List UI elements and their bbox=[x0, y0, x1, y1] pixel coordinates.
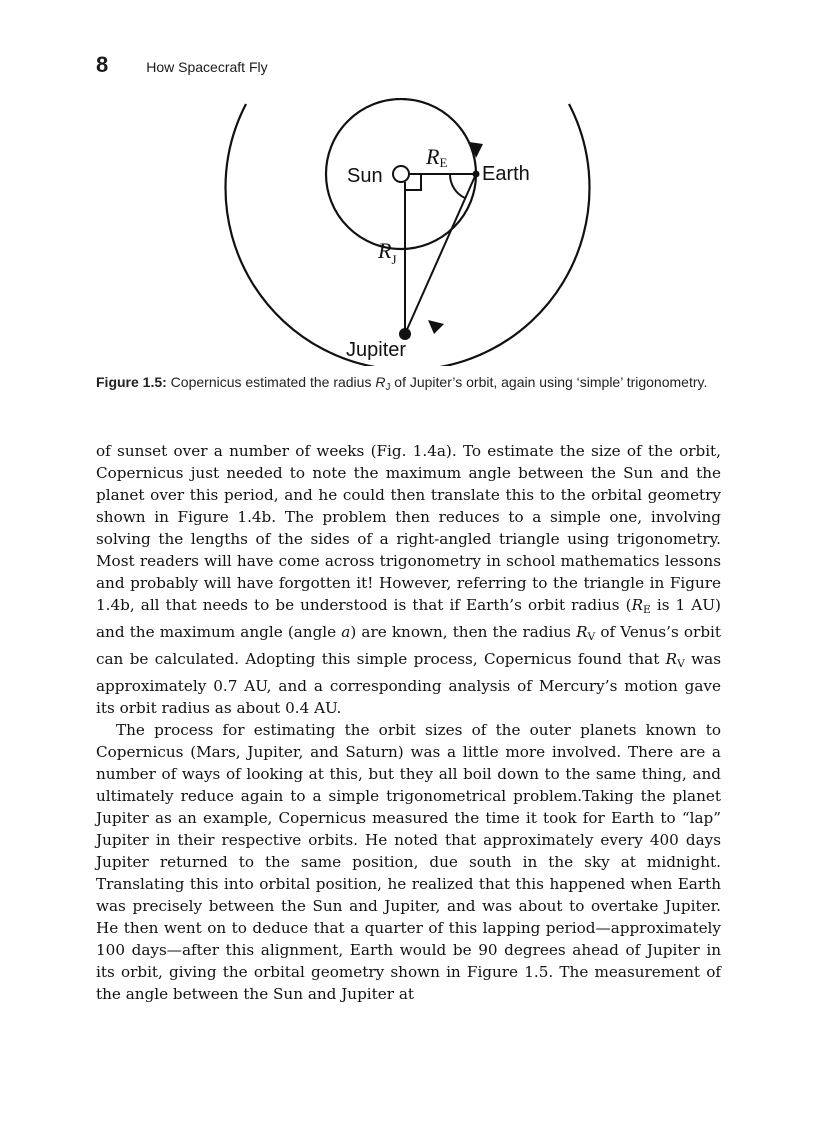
caption-var-sub: J bbox=[385, 382, 391, 393]
paragraph-1 bbox=[96, 440, 721, 719]
jupiter-orbit-arrow bbox=[428, 320, 444, 334]
sun-marker bbox=[393, 166, 409, 182]
running-title: How Spacecraft Fly bbox=[146, 59, 268, 75]
paragraph-2: The process for estimating the orbit sizes of the outer planets known to Copernicus (Mars, Jupiter, and Saturn) was a little more involved. There are a number of ways of looking at this, but they all boil down to the same thing, and ultimately reduce again to a simple trigonometrical problem.Taking the planet Jupiter as an example, Copernicus measured the time it took for Earth to “lap” Jupiter in their respective orbits. He noted that approximately every 400 days Jupiter returned to the same position, due south in the sky at midnight. Translating this into orbital position, he realized that this happened when Earth was precisely between the Sun and Jupiter, and was about to overtake Jupiter. He then went on to deduce that a quarter of this lapping period—approximately 100 days—after this alignment, Earth would be 90 degrees ahead of Jupiter in its orbit, giving the orbital geometry shown in Figure 1.5. The measurement of the angle between the Sun and Jupiter at bbox=[96, 721, 721, 1003]
p1-text-e: was approximately 0.7 AU, and a corresponding analysis of Mercury’s motion gave its orbit radius as about 0.4 AU. bbox=[96, 650, 721, 717]
page-number: 8 bbox=[96, 52, 109, 77]
p1-text-a: of sunset over a number of weeks (Fig. 1.4a). To estimate the size of the orbit, Copernicus just needed to note the maximum angle between the Sun and the planet over this period, and he could then translate this to the orbital geometry shown in Figure 1.4b. The problem then reduces to a simple one, involving solving the lengths of the sides of a right-angled triangle using trigonometry. Most readers will have come across trigonometry in school mathematics lessons and probably will have forgotten it! However, referring to the triangle in Figure 1.4b, all that needs to be understood is that if Earth’s orbit radius ( bbox=[96, 442, 721, 614]
p1-re: R bbox=[631, 596, 644, 614]
orbit-diagram-svg bbox=[220, 98, 600, 366]
p1-rv-sub: V bbox=[587, 630, 596, 643]
p1-re-sub: E bbox=[643, 603, 651, 616]
p1-text-b: is 1 AU) and the maximum angle (angle bbox=[96, 596, 721, 641]
p1-angle-var: a bbox=[341, 623, 351, 641]
earth-jupiter-line bbox=[405, 174, 476, 334]
jupiter-label: Jupiter bbox=[346, 339, 407, 361]
body-text bbox=[96, 440, 721, 1005]
p1-text-d: of Venus’s orbit can be calculated. Adopting this simple process, Copernicus found that bbox=[96, 623, 721, 668]
rj-subscript: J bbox=[391, 252, 397, 267]
angle-arc bbox=[450, 174, 465, 198]
orbit-diagram bbox=[220, 98, 600, 366]
re-label bbox=[425, 144, 447, 170]
p1-rv2-sub: V bbox=[677, 657, 685, 670]
caption-label: Figure 1.5: bbox=[96, 374, 167, 390]
rj-label bbox=[377, 238, 397, 267]
re-symbol: R bbox=[426, 144, 440, 169]
re-subscript: E bbox=[439, 155, 448, 170]
rj-symbol: R bbox=[378, 238, 392, 263]
p1-rv: R bbox=[576, 623, 588, 641]
p1-text-c: ) are known, then the radius bbox=[350, 623, 577, 641]
figure-caption bbox=[96, 372, 726, 398]
caption-text-before: Copernicus estimated the radius bbox=[166, 374, 376, 390]
sun-label: Sun bbox=[347, 165, 383, 187]
p1-rv2: R bbox=[665, 650, 678, 668]
page-header bbox=[96, 52, 268, 78]
earth-label: Earth bbox=[482, 163, 530, 185]
caption-var: R bbox=[375, 374, 386, 390]
caption-text-after: of Jupiter’s orbit, again using ‘simple’ trigonometry. bbox=[390, 374, 708, 390]
